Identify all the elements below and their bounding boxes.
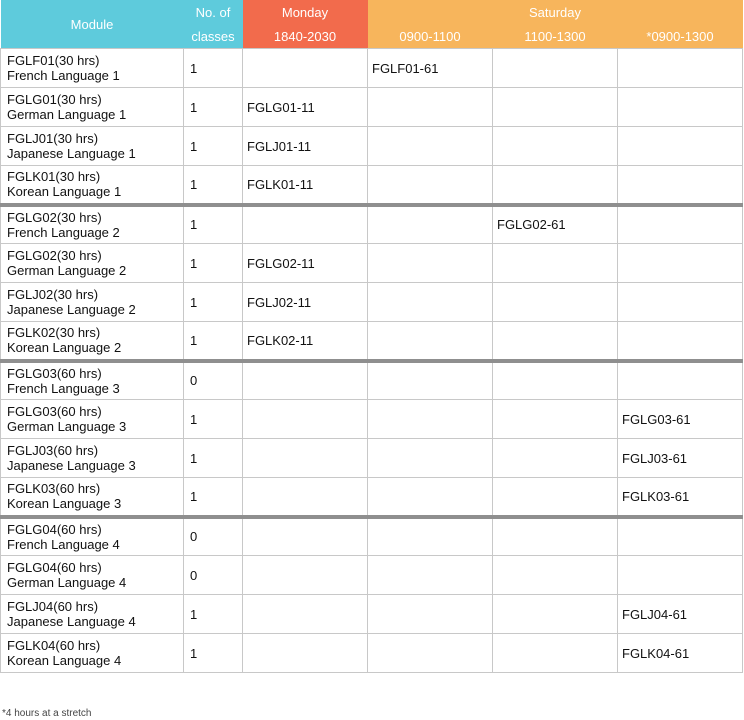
module-code: FGLG04(60 hrs) bbox=[7, 521, 102, 537]
module-name: French Language 3 bbox=[7, 380, 120, 396]
module-cell bbox=[1, 49, 184, 88]
module-code: FGLG03(60 hrs) bbox=[7, 404, 102, 419]
header-sat-time-3: *0900-1300 bbox=[618, 24, 743, 49]
table-row bbox=[1, 205, 743, 244]
saturday-0900-1100-slot bbox=[368, 205, 493, 244]
module-code: FGLK02(30 hrs) bbox=[7, 325, 101, 341]
table-row bbox=[1, 166, 743, 205]
header-monday: Monday bbox=[243, 0, 368, 24]
saturday-0900-1300-slot bbox=[618, 88, 743, 127]
module-name: Japanese Language 4 bbox=[7, 614, 136, 629]
classes-count: 1 bbox=[184, 478, 243, 517]
table-row bbox=[1, 439, 743, 478]
saturday-0900-1300-slot bbox=[618, 361, 743, 400]
saturday-0900-1300-slot bbox=[618, 283, 743, 322]
module-code: FGLJ01(30 hrs) bbox=[7, 131, 99, 146]
header-sat-time-1: 0900-1100 bbox=[368, 24, 493, 49]
saturday-1100-1300-slot bbox=[493, 517, 618, 556]
saturday-1100-1300-slot bbox=[493, 556, 618, 595]
saturday-0900-1100-slot bbox=[368, 595, 493, 634]
module-code: FGLJ03(60 hrs) bbox=[7, 443, 99, 458]
monday-slot bbox=[243, 517, 368, 556]
module-code: FGLJ04(60 hrs) bbox=[7, 599, 99, 614]
saturday-1100-1300-slot bbox=[493, 478, 618, 517]
saturday-0900-1100-slot bbox=[368, 166, 493, 205]
table-row bbox=[1, 400, 743, 439]
monday-slot bbox=[243, 49, 368, 88]
module-code: FGLG02(30 hrs) bbox=[7, 209, 102, 225]
monday-slot bbox=[243, 205, 368, 244]
table-row bbox=[1, 478, 743, 517]
module-name: German Language 2 bbox=[7, 263, 127, 278]
saturday-0900-1300-slot bbox=[618, 166, 743, 205]
table-row bbox=[1, 49, 743, 88]
saturday-0900-1100-slot: FGLF01-61 bbox=[368, 49, 493, 88]
classes-count: 0 bbox=[184, 556, 243, 595]
classes-count: 1 bbox=[184, 205, 243, 244]
classes-count: 1 bbox=[184, 166, 243, 205]
module-name: Korean Language 4 bbox=[7, 653, 122, 668]
module-cell bbox=[1, 283, 184, 322]
saturday-0900-1100-slot bbox=[368, 478, 493, 517]
saturday-0900-1300-slot bbox=[618, 244, 743, 283]
table-row bbox=[1, 595, 743, 634]
module-code: FGLK01(30 hrs) bbox=[7, 169, 101, 185]
module-name: French Language 1 bbox=[7, 68, 120, 83]
module-cell bbox=[1, 439, 184, 478]
module-cell bbox=[1, 166, 184, 205]
module-cell bbox=[1, 361, 184, 400]
saturday-1100-1300-slot: FGLG02-61 bbox=[493, 205, 618, 244]
classes-count: 1 bbox=[184, 634, 243, 673]
monday-slot: FGLK02-11 bbox=[243, 322, 368, 361]
saturday-1100-1300-slot bbox=[493, 400, 618, 439]
module-code: FGLG01(30 hrs) bbox=[7, 92, 102, 107]
saturday-1100-1300-slot bbox=[493, 634, 618, 673]
module-name: Korean Language 2 bbox=[7, 340, 122, 356]
header-saturday: Saturday bbox=[368, 0, 743, 24]
module-name: Korean Language 3 bbox=[7, 496, 122, 512]
table-row bbox=[1, 634, 743, 673]
header-monday-time: 1840-2030 bbox=[243, 24, 368, 49]
saturday-0900-1100-slot bbox=[368, 517, 493, 556]
saturday-0900-1100-slot bbox=[368, 244, 493, 283]
saturday-0900-1100-slot bbox=[368, 127, 493, 166]
classes-count: 1 bbox=[184, 88, 243, 127]
table-row bbox=[1, 322, 743, 361]
classes-count: 0 bbox=[184, 517, 243, 556]
monday-slot: FGLJ02-11 bbox=[243, 283, 368, 322]
table-row bbox=[1, 88, 743, 127]
monday-slot bbox=[243, 634, 368, 673]
classes-count: 1 bbox=[184, 127, 243, 166]
table-row bbox=[1, 127, 743, 166]
module-cell bbox=[1, 322, 184, 361]
saturday-0900-1300-slot bbox=[618, 322, 743, 361]
module-cell bbox=[1, 517, 184, 556]
classes-count: 0 bbox=[184, 361, 243, 400]
table-row bbox=[1, 244, 743, 283]
module-name: Japanese Language 2 bbox=[7, 302, 136, 317]
header-module: Module bbox=[1, 0, 184, 49]
saturday-1100-1300-slot bbox=[493, 595, 618, 634]
module-cell bbox=[1, 244, 184, 283]
saturday-0900-1300-slot bbox=[618, 127, 743, 166]
table-row bbox=[1, 361, 743, 400]
module-code: FGLG02(30 hrs) bbox=[7, 248, 102, 263]
saturday-0900-1300-slot bbox=[618, 205, 743, 244]
module-cell bbox=[1, 556, 184, 595]
table-row bbox=[1, 556, 743, 595]
saturday-1100-1300-slot bbox=[493, 127, 618, 166]
monday-slot: FGLK01-11 bbox=[243, 166, 368, 205]
classes-count: 1 bbox=[184, 49, 243, 88]
saturday-0900-1100-slot bbox=[368, 400, 493, 439]
monday-slot bbox=[243, 400, 368, 439]
classes-count: 1 bbox=[184, 322, 243, 361]
module-code: FGLF01(30 hrs) bbox=[7, 53, 100, 68]
module-cell bbox=[1, 478, 184, 517]
module-code: FGLJ02(30 hrs) bbox=[7, 287, 99, 302]
header-classes-bottom: classes bbox=[184, 24, 243, 49]
footnote: *4 hours at a stretch bbox=[2, 708, 92, 719]
header-sat-time-2: 1100-1300 bbox=[493, 24, 618, 49]
module-code: FGLG03(60 hrs) bbox=[7, 365, 102, 381]
monday-slot bbox=[243, 556, 368, 595]
saturday-1100-1300-slot bbox=[493, 283, 618, 322]
monday-slot: FGLJ01-11 bbox=[243, 127, 368, 166]
saturday-0900-1100-slot bbox=[368, 283, 493, 322]
saturday-0900-1300-slot bbox=[618, 49, 743, 88]
module-code: FGLG04(60 hrs) bbox=[7, 560, 102, 575]
classes-count: 1 bbox=[184, 244, 243, 283]
header-classes-top: No. of bbox=[184, 0, 243, 24]
module-name: Japanese Language 3 bbox=[7, 458, 136, 473]
saturday-0900-1100-slot bbox=[368, 88, 493, 127]
monday-slot bbox=[243, 478, 368, 517]
saturday-0900-1100-slot bbox=[368, 634, 493, 673]
monday-slot: FGLG02-11 bbox=[243, 244, 368, 283]
module-cell bbox=[1, 400, 184, 439]
module-cell bbox=[1, 88, 184, 127]
table-row bbox=[1, 517, 743, 556]
module-cell bbox=[1, 127, 184, 166]
saturday-0900-1100-slot bbox=[368, 361, 493, 400]
monday-slot bbox=[243, 361, 368, 400]
saturday-1100-1300-slot bbox=[493, 361, 618, 400]
saturday-1100-1300-slot bbox=[493, 166, 618, 205]
module-name: French Language 2 bbox=[7, 224, 120, 240]
module-name: French Language 4 bbox=[7, 536, 120, 552]
classes-count: 1 bbox=[184, 283, 243, 322]
saturday-1100-1300-slot bbox=[493, 88, 618, 127]
saturday-1100-1300-slot bbox=[493, 322, 618, 361]
module-name: Korean Language 1 bbox=[7, 184, 122, 200]
saturday-0900-1300-slot: FGLG03-61 bbox=[618, 400, 743, 439]
saturday-0900-1300-slot: FGLK03-61 bbox=[618, 478, 743, 517]
monday-slot: FGLG01-11 bbox=[243, 88, 368, 127]
module-name: Japanese Language 1 bbox=[7, 146, 136, 161]
classes-count: 1 bbox=[184, 400, 243, 439]
monday-slot bbox=[243, 595, 368, 634]
saturday-0900-1300-slot bbox=[618, 517, 743, 556]
saturday-0900-1300-slot: FGLJ03-61 bbox=[618, 439, 743, 478]
module-name: German Language 4 bbox=[7, 575, 127, 590]
saturday-0900-1100-slot bbox=[368, 322, 493, 361]
classes-count: 1 bbox=[184, 439, 243, 478]
saturday-0900-1300-slot: FGLK04-61 bbox=[618, 634, 743, 673]
module-code: FGLK04(60 hrs) bbox=[7, 638, 101, 653]
module-cell bbox=[1, 595, 184, 634]
classes-count: 1 bbox=[184, 595, 243, 634]
saturday-1100-1300-slot bbox=[493, 49, 618, 88]
module-code: FGLK03(60 hrs) bbox=[7, 481, 101, 497]
saturday-1100-1300-slot bbox=[493, 244, 618, 283]
module-name: German Language 3 bbox=[7, 419, 127, 434]
monday-slot bbox=[243, 439, 368, 478]
table-row bbox=[1, 283, 743, 322]
saturday-0900-1100-slot bbox=[368, 556, 493, 595]
saturday-1100-1300-slot bbox=[493, 439, 618, 478]
module-cell bbox=[1, 205, 184, 244]
saturday-0900-1100-slot bbox=[368, 439, 493, 478]
module-cell bbox=[1, 634, 184, 673]
module-name: German Language 1 bbox=[7, 107, 127, 122]
saturday-0900-1300-slot bbox=[618, 556, 743, 595]
timetable-body bbox=[1, 49, 743, 673]
saturday-0900-1300-slot: FGLJ04-61 bbox=[618, 595, 743, 634]
